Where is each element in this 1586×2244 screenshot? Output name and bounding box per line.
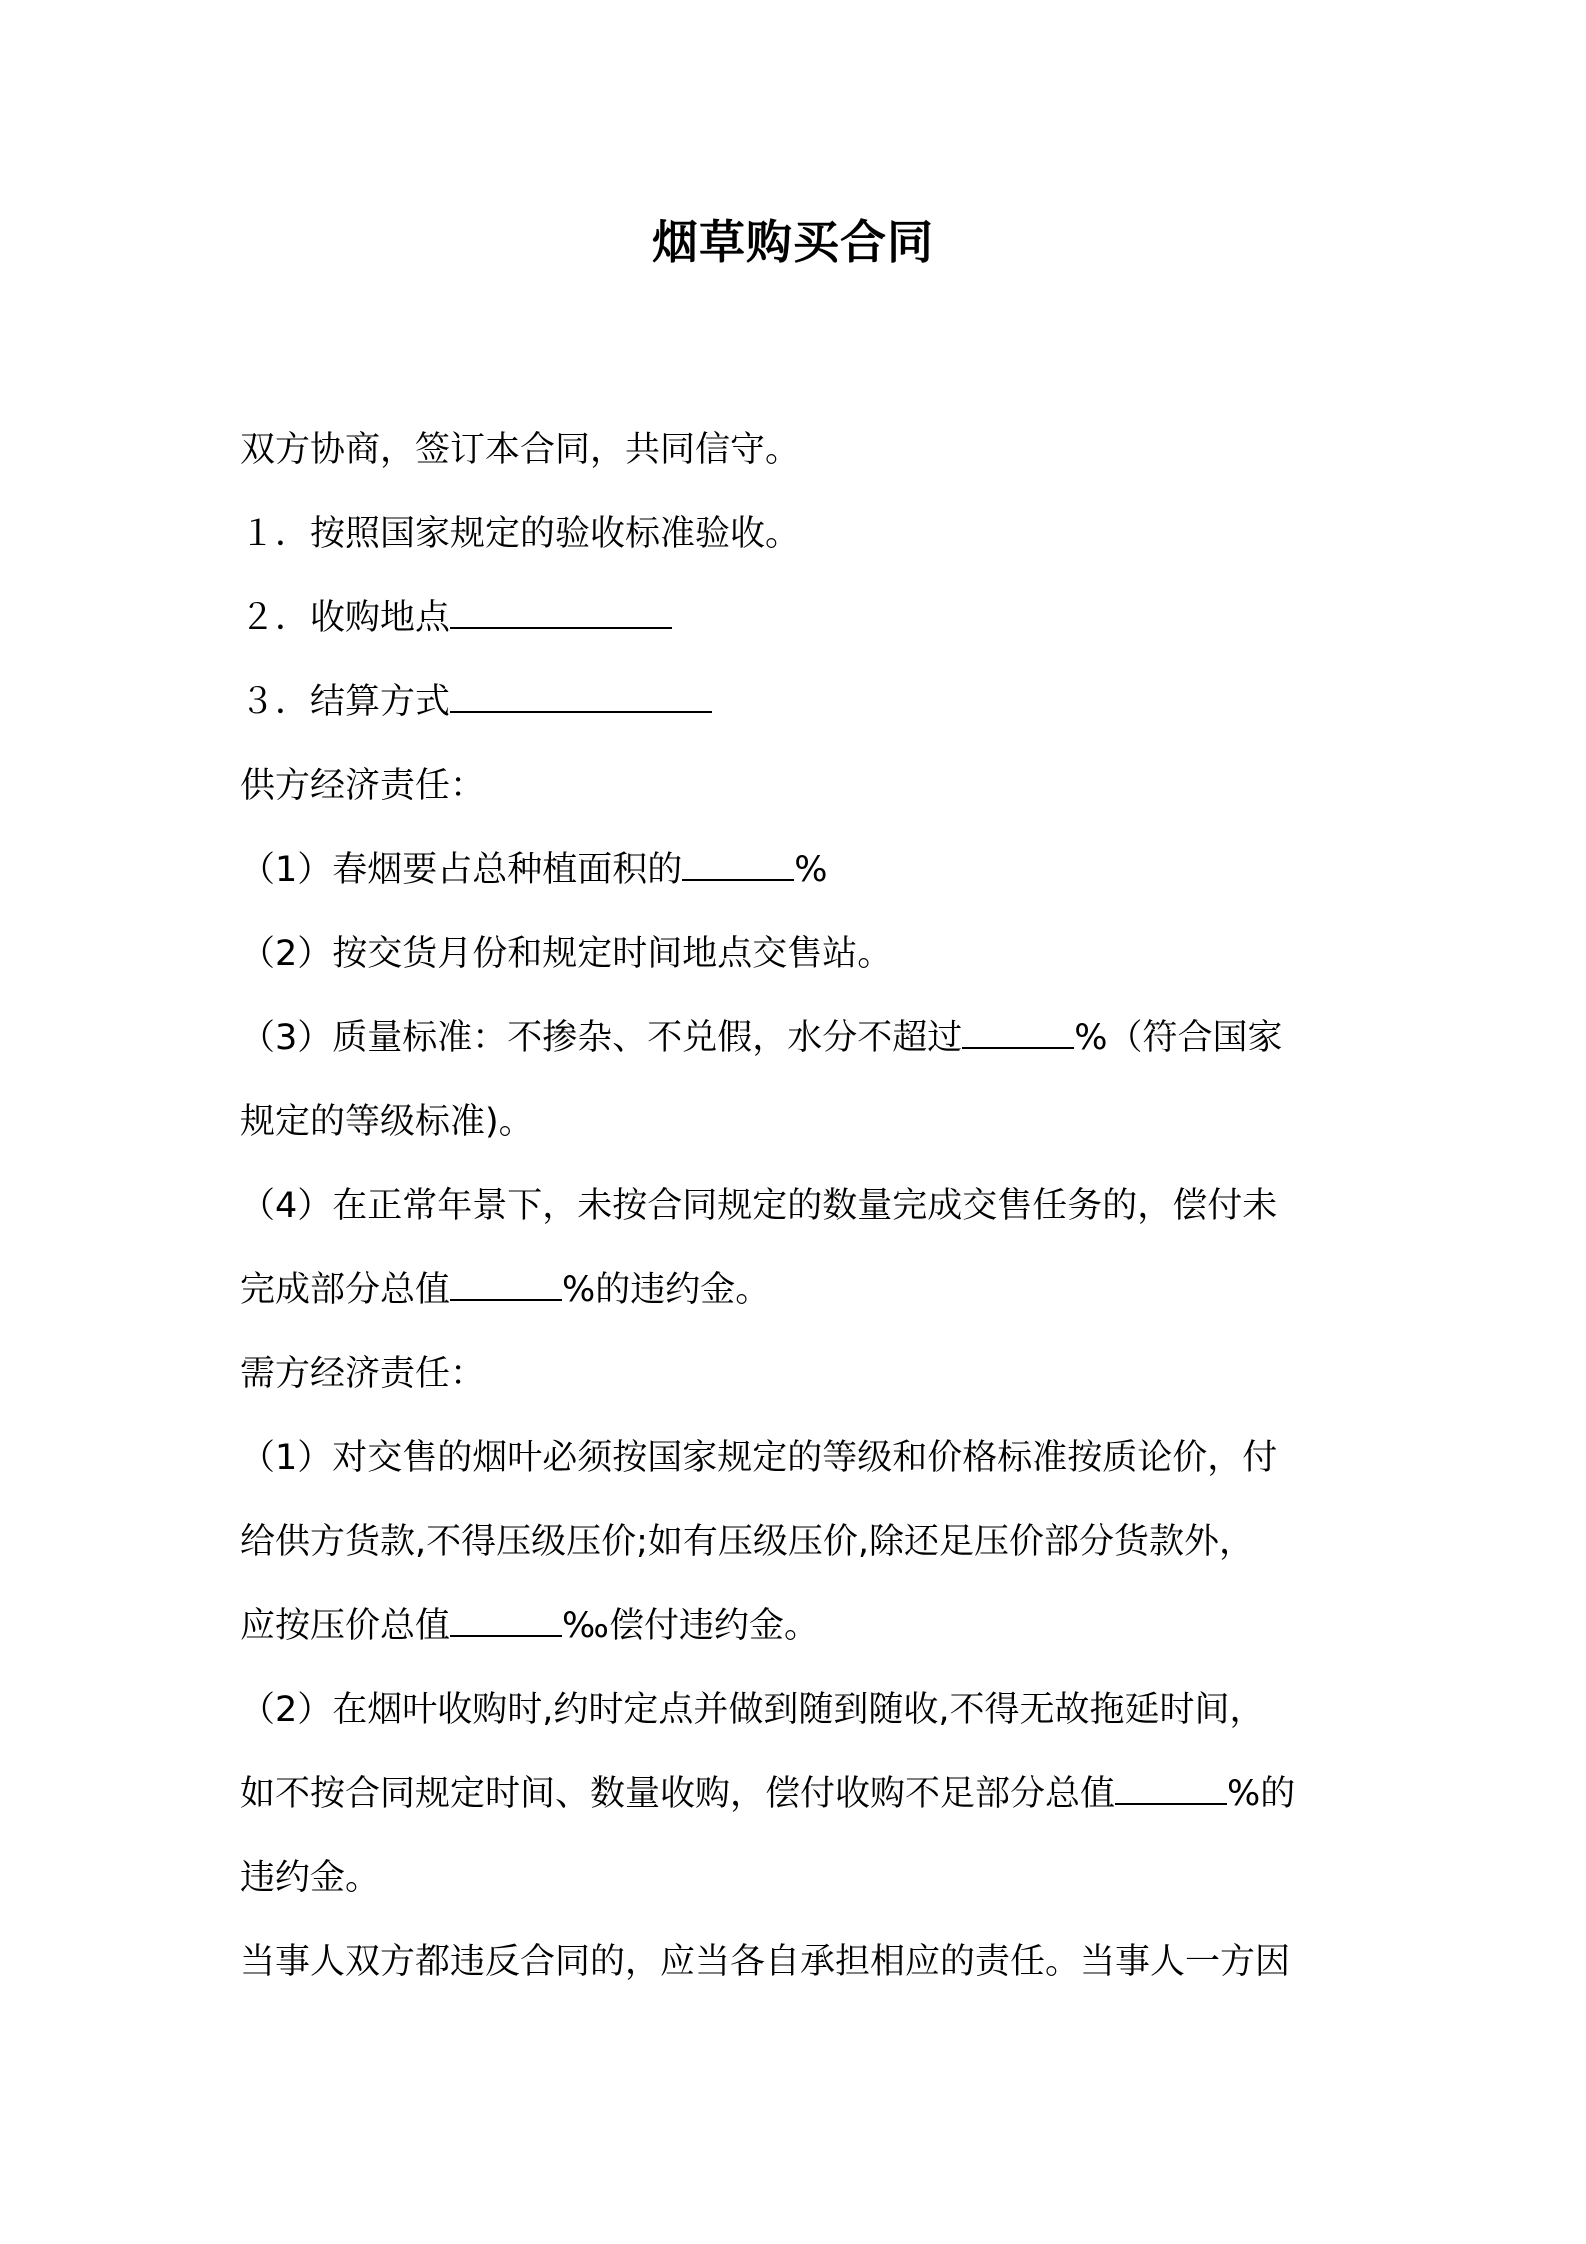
item-text: 完成部分总值: [240, 1270, 451, 1310]
blank-field: [450, 1269, 562, 1301]
supplier-item-2: （2）按交货月份和规定时间地点交售站。: [240, 934, 893, 974]
supplier-item-4: （4）在正常年景下，未按合同规定的数量完成交售任务的，偿付未: [240, 1186, 1278, 1226]
supplier-item-3-cont: 规定的等级标准)。: [240, 1102, 534, 1142]
document-body: [240, 408, 1355, 2004]
item-suffix: %的违约金。: [562, 1270, 771, 1310]
liability-paragraph: 当事人双方都违反合同的，应当各自承担相应的责任。当事人一方因: [240, 1942, 1291, 1982]
buyer-item-2-cont: [240, 1752, 1355, 1836]
document-title: 烟草购买合同: [652, 215, 934, 269]
clause-3-settlement-method: [240, 660, 1355, 744]
item-text: 如不按合同规定时间、数量收购，偿付收购不足部分总值: [240, 1774, 1116, 1814]
blank-field: [450, 597, 672, 629]
buyer-item-1-cont-2: [240, 1584, 1355, 1668]
buyer-item-1-cont: 给供方货款,不得压级压价;如有压级压价,除还足压价部分货款外，: [240, 1522, 1255, 1562]
item-text: 应按压价总值: [240, 1606, 451, 1646]
blank-field: [682, 849, 794, 881]
item-suffix: %（符合国家: [1074, 1018, 1283, 1058]
item-suffix: %: [794, 850, 828, 890]
item-suffix: ‰偿付违约金。: [562, 1606, 819, 1646]
clause-label: ２．收购地点: [240, 598, 451, 638]
buyer-item-2: （2）在烟叶收购时,约时定点并做到随到随收,不得无故拖延时间，: [240, 1690, 1265, 1730]
blank-field: [450, 1605, 562, 1637]
supplier-item-4-cont: [240, 1248, 1355, 1332]
clause-label: ３．结算方式: [240, 682, 451, 722]
supplier-item-1: [240, 828, 1355, 912]
buyer-item-1: （1）对交售的烟叶必须按国家规定的等级和价格标准按质论价，付: [240, 1438, 1278, 1478]
item-suffix: %的: [1227, 1774, 1296, 1814]
buyer-heading: 需方经济责任：: [240, 1354, 486, 1394]
item-text: （1）春烟要占总种植面积的: [240, 850, 683, 890]
supplier-item-3: [240, 996, 1355, 1080]
item-text: （3）质量标准：不掺杂、不兑假，水分不超过: [240, 1018, 963, 1058]
clause-1: １．按照国家规定的验收标准验收。: [240, 514, 801, 554]
clause-2-purchase-location: [240, 576, 1355, 660]
intro-line: 双方协商，签订本合同，共同信守。: [240, 430, 801, 470]
supplier-heading: 供方经济责任：: [240, 766, 486, 806]
buyer-item-2-cont-2: 违约金。: [240, 1858, 381, 1898]
blank-field: [962, 1017, 1074, 1049]
blank-field: [1115, 1773, 1227, 1805]
blank-field: [450, 681, 712, 713]
